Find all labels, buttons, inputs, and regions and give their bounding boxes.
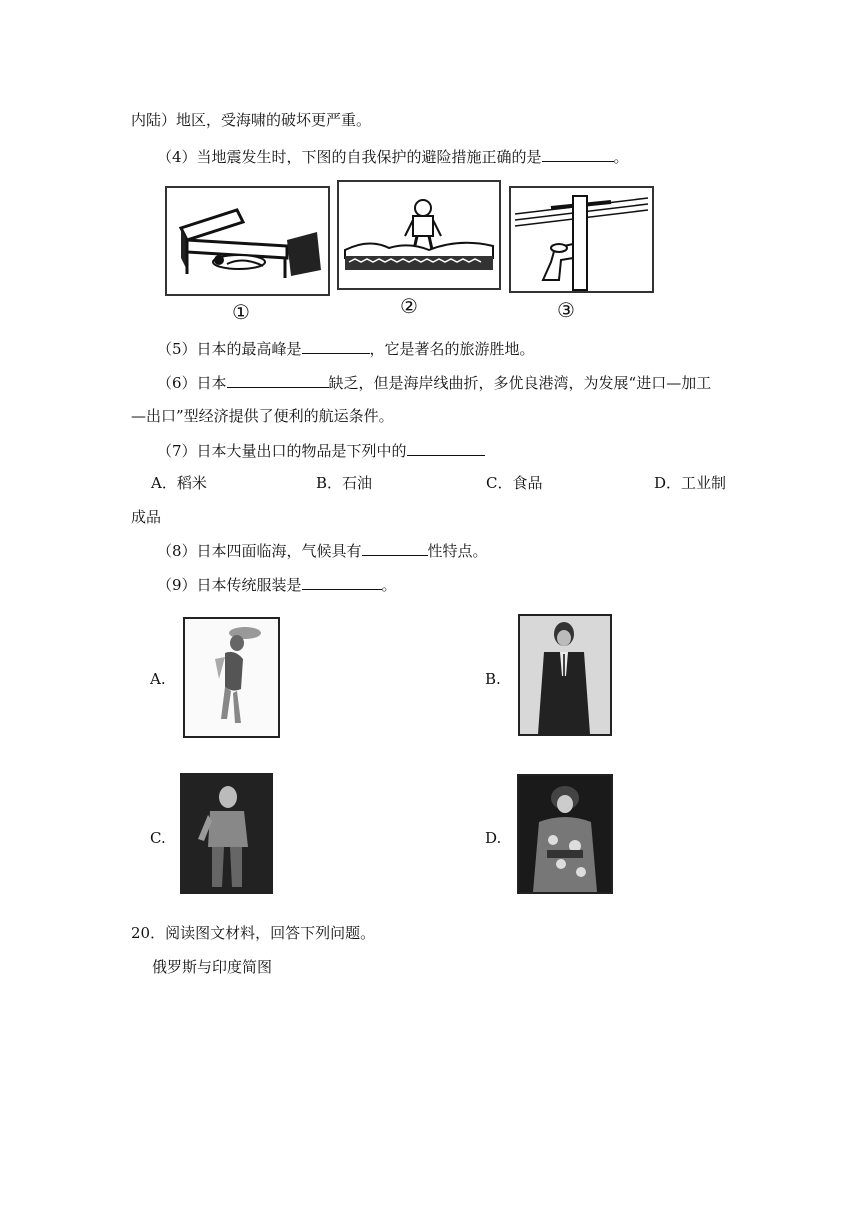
question-7	[157, 440, 485, 461]
question-20: 20．阅读图文材料，回答下列问题。	[131, 924, 376, 942]
question-8-text: （8）日本四面临海，气候具有	[157, 542, 362, 560]
figure-number-1: ①	[232, 300, 250, 324]
option-9-a[interactable]: A.	[150, 670, 166, 688]
question-6	[157, 372, 711, 393]
option-7-a[interactable]: A．稻米	[151, 474, 207, 492]
question-5-text-end: ，它是著名的旅游胜地。	[369, 340, 535, 358]
option-7-c[interactable]: C．食品	[486, 474, 543, 492]
question-9	[157, 574, 397, 595]
figure-number-2: ②	[400, 294, 418, 318]
answer-blank-8[interactable]	[362, 540, 428, 556]
continuation-text: 内陆）地区，受海啸的破坏更严重。	[131, 111, 372, 129]
photo-kimono	[517, 774, 613, 894]
question-4-text: （4）当地震发生时，下图的自我保护的避险措施正确的是	[157, 148, 542, 166]
answer-blank-9[interactable]	[302, 574, 382, 590]
option-9-c[interactable]: C.	[150, 829, 166, 847]
answer-blank-7[interactable]	[407, 440, 485, 456]
option-9-b[interactable]: B.	[485, 670, 501, 688]
option-9-d[interactable]: D.	[485, 829, 502, 847]
figure-bed-shelter	[165, 186, 330, 296]
map-caption: 俄罗斯与印度简图	[152, 958, 273, 976]
figure-utility-pole	[509, 186, 654, 293]
photo-western-suit	[518, 614, 612, 736]
answer-blank-6[interactable]	[227, 372, 329, 388]
answer-blank-5[interactable]	[302, 338, 370, 354]
figure-number-3: ③	[557, 298, 575, 322]
option-7-d[interactable]: D．工业制	[654, 474, 727, 492]
question-6-text: （6）日本	[157, 374, 227, 392]
question-5-text: （5）日本的最高峰是	[157, 340, 302, 358]
option-7-d-continued: 成品	[131, 508, 162, 526]
question-9-text: （9）日本传统服装是	[157, 576, 302, 594]
figure-open-ground	[337, 180, 501, 290]
question-8	[157, 540, 488, 561]
question-4-end: 。	[613, 148, 629, 166]
question-6-continued: —出口”型经济提供了便利的航运条件。	[131, 407, 394, 425]
question-7-text: （7）日本大量出口的物品是下列中的	[157, 442, 407, 460]
question-6-text-mid: 缺乏，但是海岸线曲折，多优良港湾，为发展“进口—加工	[328, 374, 712, 392]
option-7-b[interactable]: B．石油	[316, 474, 373, 492]
question-5	[157, 338, 535, 359]
photo-casual-wear	[180, 773, 273, 894]
question-4	[157, 146, 629, 167]
photo-swimsuit	[183, 617, 280, 738]
answer-blank-4[interactable]	[542, 146, 614, 162]
question-9-text-end: 。	[381, 576, 397, 594]
question-8-text-end: 性特点。	[427, 542, 488, 560]
